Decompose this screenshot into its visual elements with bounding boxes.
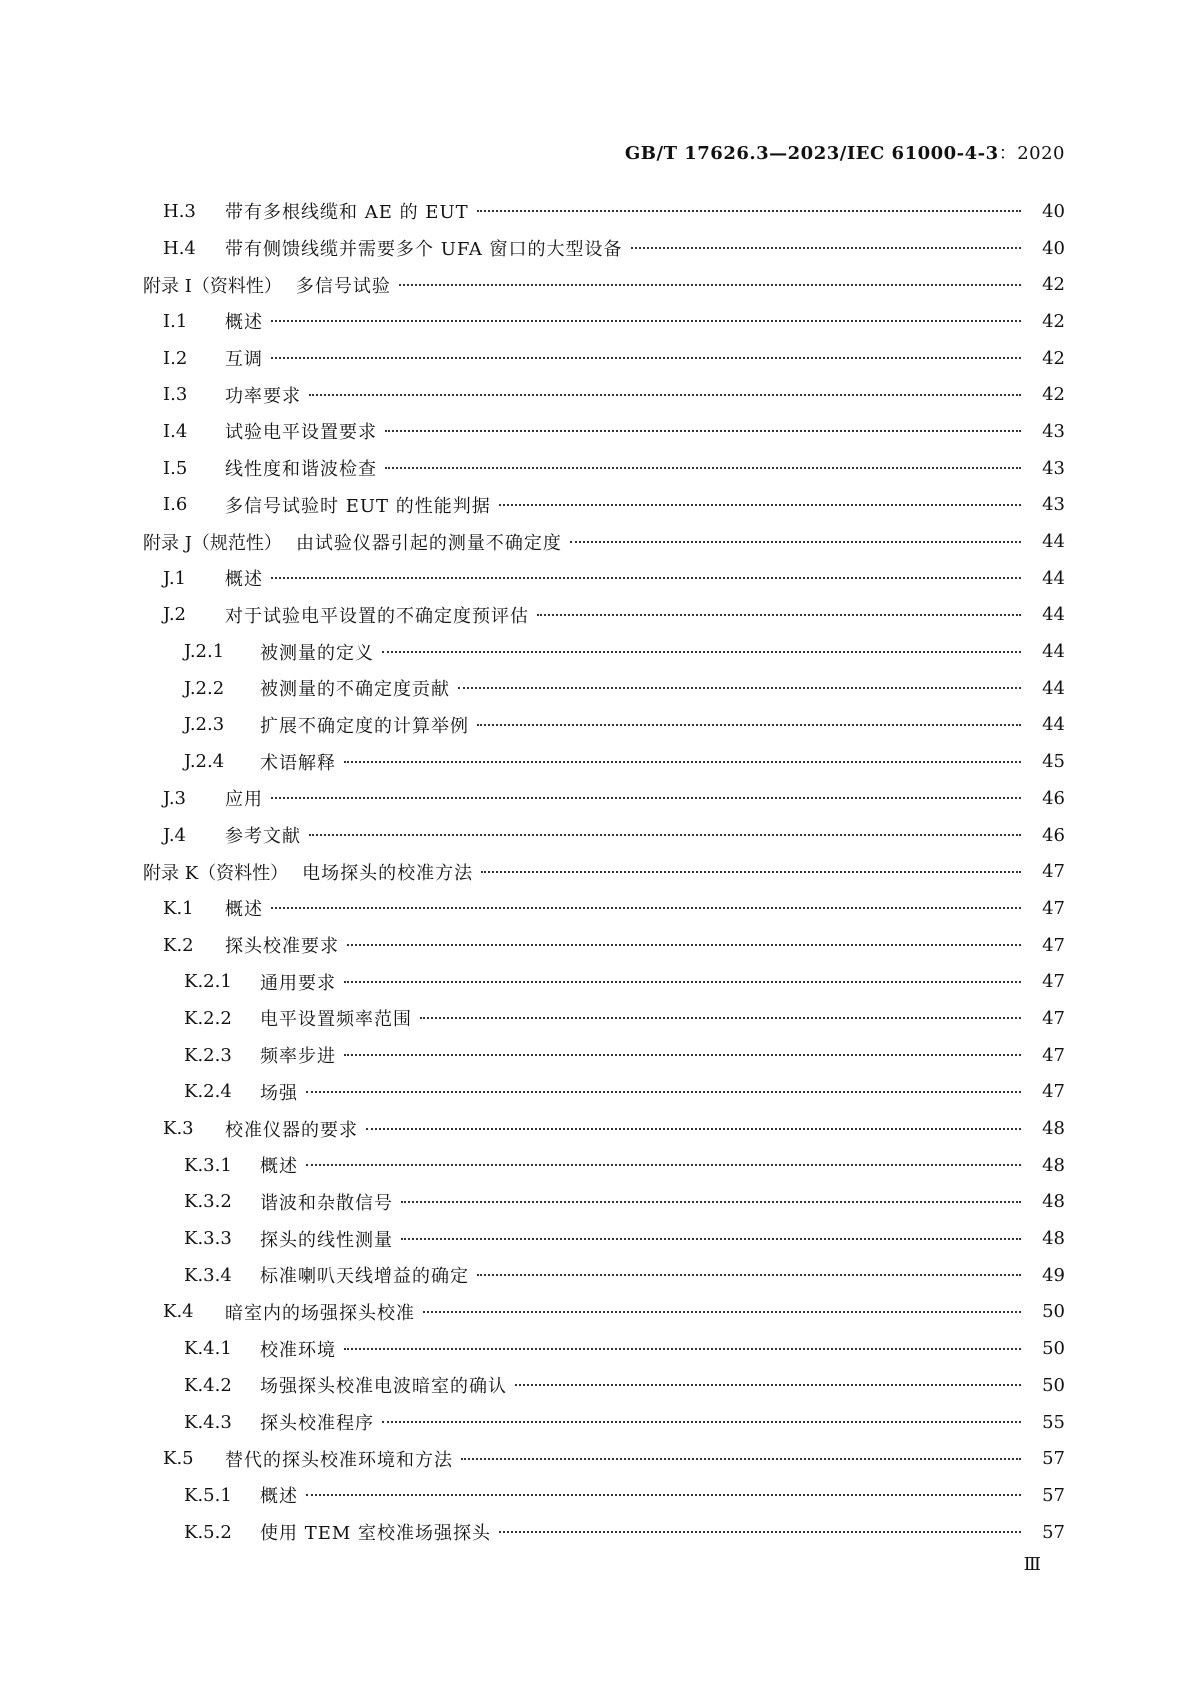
toc-leader-dots [477, 210, 1021, 212]
toc-leader-dots [420, 1017, 1021, 1019]
toc-entry[interactable] [0, 780, 1191, 817]
toc-entry-title: 互调 [225, 349, 263, 371]
toc-leader-dots [481, 871, 1021, 873]
toc-entry-title: 应用 [225, 789, 263, 811]
toc-entry-page: 48 [1042, 1118, 1065, 1140]
toc-leader-dots [306, 1091, 1021, 1093]
toc-entry-number: K.4.3 [184, 1411, 232, 1433]
toc-entry-number: J.2.3 [184, 714, 225, 736]
toc-entry-number: I.3 [163, 384, 188, 406]
toc-leader-dots [385, 467, 1021, 469]
toc-leader-dots [344, 1054, 1021, 1056]
toc-entry-number: K.3 [163, 1118, 194, 1140]
toc-entry-number: I.5 [163, 457, 188, 479]
toc-entry-text [184, 1005, 1021, 1031]
toc-entry-text [163, 345, 1021, 371]
toc-entry-number: K.2.3 [184, 1044, 232, 1066]
toc-entry-text [184, 1409, 1021, 1435]
toc-leader-dots [631, 247, 1021, 249]
toc-entry-text [163, 1446, 1021, 1472]
toc-leader-dots [385, 430, 1021, 432]
toc-entry-text [163, 602, 1021, 628]
toc-entry-text [163, 785, 1021, 811]
toc-entry-title: 术语解释 [260, 752, 336, 774]
toc-leader-dots [306, 1164, 1021, 1166]
toc-entry-page: 44 [1042, 641, 1065, 663]
toc-entry-number: 附录 J（规范性） [143, 532, 282, 554]
toc-entry-page: 44 [1042, 677, 1065, 699]
toc-leader-dots [399, 284, 1021, 286]
toc-entry-title: 校准仪器的要求 [225, 1119, 358, 1141]
toc-entry-page: 43 [1042, 420, 1065, 442]
toc-leader-dots [477, 724, 1021, 726]
toc-leader-dots [306, 1494, 1021, 1496]
toc-leader-dots [344, 1348, 1021, 1350]
toc-entry-number: K.3.1 [184, 1154, 232, 1176]
toc-leader-dots [382, 1421, 1021, 1423]
toc-entry-number: K.4.1 [184, 1338, 232, 1360]
toc-entry-page: 50 [1042, 1338, 1065, 1360]
toc-entry-page: 42 [1042, 347, 1065, 369]
toc-entry-page: 43 [1042, 457, 1065, 479]
toc-entry-text [163, 235, 1021, 261]
toc-entry-title: 谐波和杂散信号 [260, 1192, 393, 1214]
toc-leader-dots [382, 651, 1021, 653]
toc-entry-title: 试验电平设置要求 [225, 422, 377, 444]
toc-entry[interactable] [0, 633, 1191, 670]
toc-entry-title: 频率步进 [260, 1046, 336, 1068]
toc-entry-number: K.5.2 [184, 1521, 232, 1543]
toc-entry-page: 47 [1042, 861, 1065, 883]
toc-entry-number: J.4 [163, 824, 186, 846]
toc-entry-number: K.2.2 [184, 1007, 232, 1029]
toc-entry[interactable] [0, 560, 1191, 597]
toc-entry[interactable] [0, 193, 1191, 230]
toc-entry-title: 被测量的定义 [260, 642, 374, 664]
toc-entry-text [184, 1226, 1021, 1252]
toc-entry-page: 57 [1042, 1521, 1065, 1543]
toc-entry[interactable] [0, 1220, 1191, 1257]
toc-entry-text [184, 1152, 1021, 1178]
toc-leader-dots [271, 320, 1021, 322]
toc-entry[interactable] [0, 266, 1191, 303]
toc-entry-title: 功率要求 [225, 385, 301, 407]
toc-entry-text [163, 418, 1021, 444]
toc-leader-dots [461, 1458, 1021, 1460]
toc-entry-title: 概述 [225, 312, 263, 334]
toc-entry-text [184, 1482, 1021, 1508]
toc-entry-text [184, 1079, 1021, 1105]
toc-entry-page: 44 [1042, 531, 1065, 553]
toc-entry-text [184, 712, 1021, 738]
toc-leader-dots [271, 357, 1021, 359]
toc-entry-page: 44 [1042, 714, 1065, 736]
toc-entry-text [163, 895, 1021, 921]
toc-entry-text [163, 822, 1021, 848]
document-header [625, 139, 1065, 165]
toc-entry-title: 扩展不确定度的计算举例 [260, 715, 469, 737]
toc-entry-page: 47 [1042, 1081, 1065, 1103]
toc-entry-page: 43 [1042, 494, 1065, 516]
toc-entry-text [143, 859, 1021, 885]
toc-entry-number: K.2.4 [184, 1081, 232, 1103]
toc-entry-text [184, 675, 1021, 701]
toc-leader-dots [401, 1238, 1021, 1240]
toc-entry-page: 55 [1042, 1411, 1065, 1433]
toc-entry[interactable] [0, 1404, 1191, 1441]
toc-leader-dots [309, 834, 1021, 836]
toc-entry-title: 概述 [225, 569, 263, 591]
toc-entry-title: 探头校准程序 [260, 1413, 374, 1435]
toc-entry-page: 47 [1042, 934, 1065, 956]
toc-entry-page: 42 [1042, 274, 1065, 296]
toc-entry-page: 47 [1042, 1044, 1065, 1066]
toc-entry[interactable] [0, 1294, 1191, 1331]
toc-entry[interactable] [0, 413, 1191, 450]
toc-entry-page: 48 [1042, 1228, 1065, 1250]
toc-leader-dots [515, 1384, 1021, 1386]
standard-code: GB/T 17626.3—2023/IEC 61000-4-3 [624, 143, 999, 164]
toc-entry-title: 标准喇叭天线增益的确定 [260, 1266, 469, 1288]
toc-entry-title: 校准环境 [260, 1339, 336, 1361]
toc-entry-number: J.1 [163, 567, 186, 589]
toc-entry-title: 对于试验电平设置的不确定度预评估 [225, 605, 529, 627]
toc-entry-number: I.6 [163, 494, 188, 516]
toc-leader-dots [344, 981, 1021, 983]
toc-entry-text [163, 565, 1021, 591]
toc-leader-dots [477, 1274, 1021, 1276]
toc-entry-number: 附录 K（资料性） [143, 862, 289, 884]
table-of-contents [0, 193, 1191, 1550]
toc-entry-page: 42 [1042, 384, 1065, 406]
toc-entry-text [163, 492, 1021, 518]
toc-entry-title: 电平设置频率范围 [260, 1009, 412, 1031]
toc-entry-title: 多信号试验 [295, 275, 391, 297]
toc-leader-dots [309, 394, 1021, 396]
toc-entry-title: 由试验仪器引起的测量不确定度 [295, 532, 562, 554]
toc-entry-text [184, 1372, 1021, 1398]
toc-leader-dots [499, 1531, 1021, 1533]
toc-entry-title: 暗室内的场强探头校准 [225, 1302, 415, 1324]
toc-entry-page: 44 [1042, 604, 1065, 626]
toc-entry[interactable] [0, 597, 1191, 634]
toc-entry-number: K.2.1 [184, 971, 232, 993]
toc-entry-text [143, 529, 1021, 555]
toc-entry-page: 50 [1042, 1374, 1065, 1396]
toc-entry-text [163, 308, 1021, 334]
toc-entry-text [163, 1299, 1021, 1325]
toc-leader-dots [366, 1128, 1021, 1130]
toc-entry[interactable] [0, 817, 1191, 854]
toc-entry-text [143, 272, 1021, 298]
toc-entry-text [184, 1042, 1021, 1068]
toc-entry-title: 电场探头的校准方法 [302, 862, 474, 884]
toc-entry[interactable] [0, 1184, 1191, 1221]
toc-entry-page: 57 [1042, 1484, 1065, 1506]
toc-entry-title: 带有侧馈线缆并需要多个 UFA 窗口的大型设备 [225, 239, 623, 261]
toc-entry-text [184, 1262, 1021, 1288]
toc-entry-title: 使用 TEM 室校准场强探头 [260, 1523, 492, 1545]
toc-entry-text [163, 932, 1021, 958]
toc-entry-page: 49 [1042, 1264, 1065, 1286]
toc-entry[interactable] [0, 707, 1191, 744]
toc-entry[interactable] [0, 1147, 1191, 1184]
toc-entry-title: 通用要求 [260, 972, 336, 994]
toc-entry[interactable] [0, 450, 1191, 487]
standard-year: 2020 [1017, 143, 1065, 164]
toc-entry-text [184, 749, 1021, 775]
toc-entry-page: 47 [1042, 971, 1065, 993]
toc-entry[interactable] [0, 670, 1191, 707]
toc-entry-title: 场强 [260, 1082, 298, 1104]
toc-entry[interactable] [0, 853, 1191, 890]
toc-entry[interactable] [0, 376, 1191, 413]
toc-entry-text [163, 198, 1021, 224]
toc-entry[interactable] [0, 523, 1191, 560]
toc-entry-number: J.2.4 [184, 751, 225, 773]
toc-entry[interactable] [0, 487, 1191, 524]
toc-entry[interactable] [0, 1330, 1191, 1367]
toc-entry-text [163, 455, 1021, 481]
toc-entry-number: K.5 [163, 1448, 194, 1470]
toc-leader-dots [499, 504, 1021, 506]
toc-entry-page: 46 [1042, 824, 1065, 846]
toc-entry[interactable] [0, 1000, 1191, 1037]
toc-entry-number: K.5.1 [184, 1484, 232, 1506]
toc-entry[interactable] [0, 1074, 1191, 1111]
toc-entry[interactable] [0, 1440, 1191, 1477]
toc-leader-dots [423, 1311, 1021, 1313]
toc-leader-dots [271, 907, 1021, 909]
toc-entry-title: 线性度和谐波检查 [225, 459, 377, 481]
toc-entry-title: 概述 [225, 899, 263, 921]
toc-entry-title: 概述 [260, 1156, 298, 1178]
toc-entry-page: 48 [1042, 1191, 1065, 1213]
toc-entry[interactable] [0, 1110, 1191, 1147]
toc-entry-number: K.3.4 [184, 1264, 232, 1286]
toc-leader-dots [537, 614, 1021, 616]
toc-entry-text [184, 1519, 1021, 1545]
toc-entry-number: J.2.2 [184, 677, 225, 699]
toc-entry[interactable] [0, 963, 1191, 1000]
toc-entry-page: 57 [1042, 1448, 1065, 1470]
toc-entry-page: 48 [1042, 1154, 1065, 1176]
toc-entry[interactable] [0, 1257, 1191, 1294]
toc-entry-text [163, 1116, 1021, 1142]
toc-entry-text [184, 1189, 1021, 1215]
toc-entry-number: H.3 [163, 200, 196, 222]
toc-entry-title: 概述 [260, 1486, 298, 1508]
toc-entry-number: J.3 [163, 787, 186, 809]
toc-leader-dots [271, 577, 1021, 579]
toc-entry-number: I.2 [163, 347, 188, 369]
page-number: Ⅲ [1023, 1554, 1041, 1575]
toc-entry[interactable] [0, 1514, 1191, 1551]
toc-entry-number: K.3.2 [184, 1191, 232, 1213]
toc-entry-page: 44 [1042, 567, 1065, 589]
toc-entry-text [184, 639, 1021, 665]
toc-entry-page: 47 [1042, 897, 1065, 919]
toc-entry-number: 附录 I（资料性） [143, 275, 282, 297]
toc-entry[interactable] [0, 1037, 1191, 1074]
toc-entry-title: 被测量的不确定度贡献 [260, 679, 450, 701]
toc-entry-number: K.4 [163, 1301, 194, 1323]
toc-entry-number: I.4 [163, 420, 188, 442]
toc-entry-number: J.2 [163, 604, 186, 626]
toc-entry-text [184, 969, 1021, 995]
toc-entry-page: 46 [1042, 787, 1065, 809]
toc-entry-page: 42 [1042, 310, 1065, 332]
toc-entry[interactable] [0, 340, 1191, 377]
toc-entry-title: 场强探头校准电波暗室的确认 [260, 1376, 507, 1398]
toc-entry-number: K.2 [163, 934, 194, 956]
toc-entry[interactable] [0, 1367, 1191, 1404]
toc-entry-number: I.1 [163, 310, 188, 332]
toc-entry-title: 替代的探头校准环境和方法 [225, 1449, 453, 1471]
toc-entry-page: 50 [1042, 1301, 1065, 1323]
toc-entry-text [184, 1336, 1021, 1362]
toc-entry[interactable] [0, 303, 1191, 340]
toc-entry-page: 47 [1042, 1007, 1065, 1029]
toc-leader-dots [401, 1201, 1021, 1203]
toc-entry[interactable] [0, 1477, 1191, 1514]
toc-entry[interactable] [0, 890, 1191, 927]
toc-entry-title: 参考文献 [225, 826, 301, 848]
toc-leader-dots [271, 797, 1021, 799]
header-separator: ： [998, 143, 1018, 164]
toc-entry-title: 探头校准要求 [225, 936, 339, 958]
toc-entry-number: K.3.3 [184, 1228, 232, 1250]
toc-entry[interactable] [0, 927, 1191, 964]
toc-leader-dots [570, 541, 1021, 543]
toc-leader-dots [344, 761, 1021, 763]
toc-entry-number: H.4 [163, 237, 196, 259]
toc-entry-number: K.1 [163, 897, 194, 919]
toc-entry-page: 45 [1042, 751, 1065, 773]
toc-entry-title: 带有多根线缆和 AE 的 EUT [225, 202, 469, 224]
toc-leader-dots [347, 944, 1021, 946]
toc-entry-number: K.4.2 [184, 1374, 232, 1396]
toc-entry-page: 40 [1042, 200, 1065, 222]
toc-leader-dots [458, 687, 1021, 689]
toc-entry-title: 探头的线性测量 [260, 1229, 393, 1251]
toc-entry-number: J.2.1 [184, 641, 225, 663]
toc-entry-text [163, 382, 1021, 408]
toc-entry-page: 40 [1042, 237, 1065, 259]
toc-entry[interactable] [0, 230, 1191, 267]
toc-entry[interactable] [0, 743, 1191, 780]
toc-entry-title: 多信号试验时 EUT 的性能判据 [225, 495, 491, 517]
